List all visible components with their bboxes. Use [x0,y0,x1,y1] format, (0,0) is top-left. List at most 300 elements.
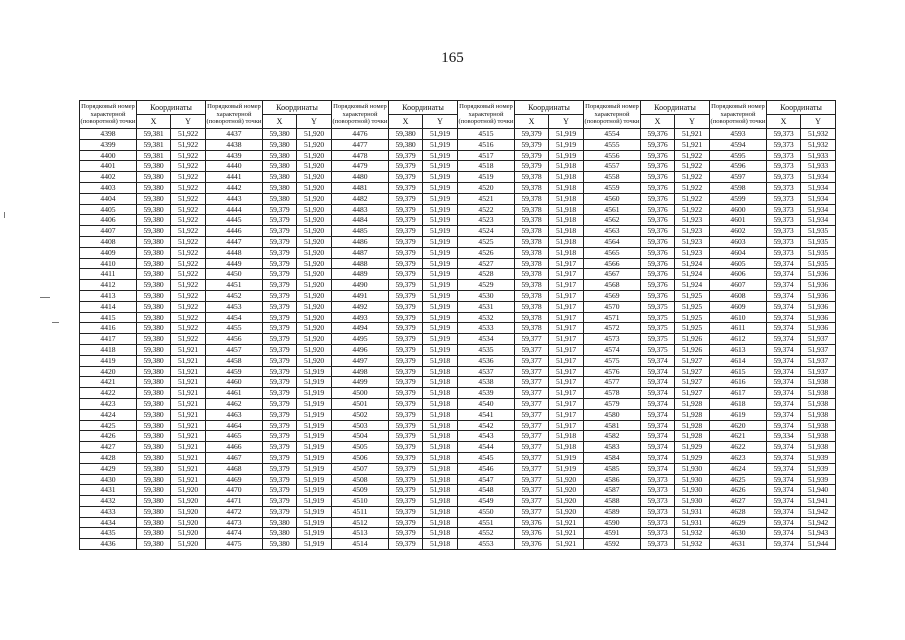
coordinate-x: 59,380 [137,258,171,269]
point-number: 4413 [80,290,137,301]
point-number: 4592 [584,539,641,550]
coordinate-x: 59,377 [515,366,549,377]
point-number: 4489 [332,269,389,280]
coordinate-x: 59,380 [137,280,171,291]
coordinate-x: 59,379 [263,506,297,517]
coordinate-x: 59,374 [767,506,801,517]
coordinate-y: 51,917 [549,280,584,291]
point-number: 4571 [584,312,641,323]
coordinate-y: 51,918 [423,355,458,366]
coordinate-y: 51,923 [675,226,710,237]
point-number: 4620 [710,420,767,431]
coordinate-y: 51,934 [801,172,836,183]
point-number: 4436 [80,539,137,550]
coordinate-y: 51,920 [171,496,206,507]
coordinate-x: 59,376 [641,247,675,258]
coordinate-x: 59,380 [137,539,171,550]
coordinate-x: 59,380 [137,474,171,485]
coordinate-x: 59,380 [137,204,171,215]
coordinate-x: 59,377 [515,485,549,496]
coordinate-y: 51,919 [297,452,332,463]
table-row [80,139,836,150]
coordinate-y: 51,919 [423,193,458,204]
point-number: 4497 [332,355,389,366]
coordinate-y: 51,927 [675,377,710,388]
point-number: 4536 [458,355,515,366]
coordinate-y: 51,922 [675,161,710,172]
coordinate-x: 59,379 [389,193,423,204]
page-number: 165 [441,50,464,66]
coordinate-y: 51,928 [675,420,710,431]
point-number: 4584 [584,452,641,463]
point-number: 4475 [206,539,263,550]
header-y: Y [675,115,710,129]
coordinate-x: 59,379 [515,161,549,172]
header-coordinates: Координаты [767,101,836,115]
point-number: 4599 [710,193,767,204]
coordinate-y: 51,924 [675,280,710,291]
point-number: 4595 [710,150,767,161]
coordinate-y: 51,940 [801,485,836,496]
point-number: 4593 [710,129,767,140]
point-number: 4452 [206,290,263,301]
coordinate-x: 59,380 [137,226,171,237]
coordinate-y: 51,920 [171,517,206,528]
coordinate-x: 59,378 [515,258,549,269]
table-row [80,269,836,280]
coordinate-x: 59,378 [515,236,549,247]
coordinate-x: 59,379 [263,388,297,399]
point-number: 4443 [206,193,263,204]
point-number: 4472 [206,506,263,517]
point-number: 4524 [458,226,515,237]
coordinate-y: 51,919 [423,182,458,193]
coordinate-x: 59,379 [263,474,297,485]
coordinate-y: 51,929 [675,452,710,463]
point-number: 4431 [80,485,137,496]
coordinate-y: 51,918 [549,204,584,215]
coordinate-x: 59,380 [137,366,171,377]
coordinate-y: 51,928 [675,398,710,409]
table-row [80,247,836,258]
table-row [80,182,836,193]
point-number: 4506 [332,452,389,463]
coordinate-y: 51,938 [801,431,836,442]
point-number: 4547 [458,474,515,485]
point-number: 4505 [332,442,389,453]
coordinate-x: 59,375 [641,323,675,334]
point-number: 4484 [332,215,389,226]
coordinate-y: 51,919 [423,139,458,150]
coordinate-y: 51,922 [675,150,710,161]
coordinate-y: 51,917 [549,344,584,355]
point-number: 4503 [332,420,389,431]
point-number: 4441 [206,172,263,183]
point-number: 4490 [332,280,389,291]
coordinate-x: 59,379 [263,290,297,301]
point-number: 4439 [206,150,263,161]
coordinate-y: 51,922 [171,204,206,215]
coordinate-x: 59,379 [389,258,423,269]
coordinate-y: 51,932 [675,539,710,550]
point-number: 4600 [710,204,767,215]
point-number: 4477 [332,139,389,150]
point-number: 4432 [80,496,137,507]
coordinate-y: 51,918 [423,485,458,496]
coordinate-y: 51,917 [549,388,584,399]
point-number: 4546 [458,463,515,474]
table-row [80,442,836,453]
coordinate-x: 59,379 [389,388,423,399]
coordinate-y: 51,919 [297,517,332,528]
coordinate-x: 59,379 [389,290,423,301]
coordinate-y: 51,922 [171,236,206,247]
coordinate-y: 51,918 [423,366,458,377]
point-number: 4617 [710,388,767,399]
table-row [80,506,836,517]
coordinate-x: 59,379 [389,269,423,280]
coordinate-x: 59,378 [515,290,549,301]
table-row [80,377,836,388]
point-number: 4408 [80,236,137,247]
table-row [80,398,836,409]
point-number: 4622 [710,442,767,453]
coordinate-y: 51,918 [423,463,458,474]
header-coordinates: Координаты [389,101,458,115]
coordinate-x: 59,379 [263,355,297,366]
point-number: 4582 [584,431,641,442]
point-number: 4587 [584,485,641,496]
point-number: 4520 [458,182,515,193]
coordinate-y: 51,938 [801,377,836,388]
coordinate-y: 51,920 [549,485,584,496]
coordinate-x: 59,380 [137,506,171,517]
point-number: 4521 [458,193,515,204]
point-number: 4543 [458,431,515,442]
coordinate-y: 51,931 [675,506,710,517]
coordinate-x: 59,376 [641,258,675,269]
point-number: 4498 [332,366,389,377]
coordinate-y: 51,918 [549,442,584,453]
coordinate-x: 59,376 [641,139,675,150]
point-number: 4493 [332,312,389,323]
coordinate-y: 51,928 [675,431,710,442]
coordinate-y: 51,920 [549,496,584,507]
coordinate-y: 51,934 [801,182,836,193]
coordinate-y: 51,930 [675,496,710,507]
coordinate-x: 59,373 [641,474,675,485]
coordinate-y: 51,918 [549,172,584,183]
table-row [80,204,836,215]
coordinate-y: 51,937 [801,334,836,345]
coordinate-x: 59,377 [515,409,549,420]
point-number: 4437 [206,129,263,140]
coordinate-x: 59,378 [515,323,549,334]
coordinate-y: 51,926 [675,334,710,345]
point-number: 4564 [584,236,641,247]
coordinate-x: 59,379 [389,344,423,355]
coordinate-y: 51,918 [423,388,458,399]
point-number: 4457 [206,344,263,355]
coordinate-y: 51,939 [801,452,836,463]
point-number: 4479 [332,161,389,172]
table-row [80,528,836,539]
coordinate-x: 59,380 [137,496,171,507]
point-number: 4625 [710,474,767,485]
coordinate-x: 59,374 [767,442,801,453]
table-row [80,312,836,323]
coordinate-y: 51,918 [423,377,458,388]
coordinate-y: 51,943 [801,528,836,539]
table-row [80,409,836,420]
coordinate-x: 59,374 [641,409,675,420]
coordinate-y: 51,920 [297,258,332,269]
header-y: Y [171,115,206,129]
coordinate-y: 51,921 [675,129,710,140]
coordinate-x: 59,377 [515,377,549,388]
point-number: 4566 [584,258,641,269]
point-number: 4418 [80,344,137,355]
point-number: 4545 [458,452,515,463]
coordinate-x: 59,379 [389,182,423,193]
coordinate-y: 51,919 [423,334,458,345]
coordinate-y: 51,922 [675,182,710,193]
point-number: 4508 [332,474,389,485]
point-number: 4499 [332,377,389,388]
table-row [80,290,836,301]
coordinate-x: 59,374 [767,344,801,355]
coordinate-x: 59,373 [767,226,801,237]
coordinate-y: 51,919 [297,539,332,550]
point-number: 4519 [458,172,515,183]
coordinate-y: 51,922 [171,312,206,323]
coordinate-x: 59,374 [767,409,801,420]
point-number: 4485 [332,226,389,237]
coordinate-x: 59,374 [641,431,675,442]
point-number: 4555 [584,139,641,150]
coordinate-x: 59,376 [515,517,549,528]
coordinate-y: 51,918 [549,161,584,172]
coordinate-x: 59,379 [389,301,423,312]
point-number: 4624 [710,463,767,474]
point-number: 4601 [710,215,767,226]
coordinate-y: 51,920 [297,193,332,204]
coordinate-x: 59,373 [767,161,801,172]
point-number: 4570 [584,301,641,312]
coordinate-y: 51,919 [423,129,458,140]
coordinate-y: 51,921 [675,139,710,150]
coordinate-y: 51,917 [549,290,584,301]
coordinate-y: 51,924 [675,269,710,280]
coordinate-y: 51,942 [801,517,836,528]
coordinate-x: 59,378 [515,172,549,183]
coordinate-x: 59,374 [767,377,801,388]
coordinate-y: 51,917 [549,377,584,388]
point-number: 4471 [206,496,263,507]
coordinate-x: 59,379 [263,247,297,258]
coordinate-y: 51,918 [423,517,458,528]
point-number: 4476 [332,129,389,140]
coordinate-y: 51,936 [801,290,836,301]
coordinate-y: 51,921 [171,355,206,366]
coordinate-x: 59,380 [137,236,171,247]
coordinate-y: 51,918 [549,182,584,193]
point-number: 4550 [458,506,515,517]
coordinate-x: 59,374 [767,463,801,474]
coordinate-x: 59,379 [263,377,297,388]
coordinate-x: 59,380 [137,398,171,409]
coordinate-x: 59,380 [137,442,171,453]
header-y: Y [297,115,332,129]
coordinate-x: 59,376 [515,539,549,550]
point-number: 4548 [458,485,515,496]
point-number: 4430 [80,474,137,485]
coordinate-x: 59,380 [137,463,171,474]
coordinate-x: 59,380 [137,355,171,366]
point-number: 4583 [584,442,641,453]
point-number: 4461 [206,388,263,399]
coordinate-y: 51,920 [297,204,332,215]
point-number: 4514 [332,539,389,550]
coordinate-x: 59,377 [515,474,549,485]
coordinate-y: 51,939 [801,474,836,485]
point-number: 4541 [458,409,515,420]
coordinate-x: 59,373 [767,172,801,183]
coordinate-x: 59,374 [767,474,801,485]
point-number: 4402 [80,172,137,183]
point-number: 4579 [584,398,641,409]
coordinate-x: 59,373 [641,506,675,517]
coordinate-y: 51,918 [423,539,458,550]
coordinate-x: 59,376 [641,215,675,226]
coordinate-x: 59,374 [641,388,675,399]
coordinate-x: 59,374 [767,269,801,280]
coordinate-x: 59,380 [263,161,297,172]
coordinate-x: 59,379 [263,280,297,291]
header-point-number: Порядковый номер характерной (поворотной) точки [710,101,767,129]
coordinate-y: 51,917 [549,269,584,280]
point-number: 4450 [206,269,263,280]
coordinate-x: 59,374 [641,420,675,431]
coordinate-y: 51,921 [171,452,206,463]
header-point-number: Порядковый номер характерной (поворотной) точки [584,101,641,129]
point-number: 4554 [584,129,641,140]
coordinate-x: 59,376 [641,269,675,280]
coordinate-x: 59,380 [137,420,171,431]
coordinate-x: 59,380 [137,215,171,226]
point-number: 4591 [584,528,641,539]
coordinate-y: 51,919 [423,312,458,323]
coordinate-x: 59,377 [515,496,549,507]
coordinate-y: 51,922 [171,193,206,204]
point-number: 4491 [332,290,389,301]
coordinate-y: 51,917 [549,420,584,431]
coordinate-x: 59,379 [389,506,423,517]
coordinate-y: 51,935 [801,226,836,237]
coordinate-y: 51,917 [549,334,584,345]
coordinate-y: 51,919 [549,463,584,474]
point-number: 4580 [584,409,641,420]
coordinate-x: 59,378 [515,269,549,280]
point-number: 4481 [332,182,389,193]
point-number: 4532 [458,312,515,323]
coordinate-y: 51,938 [801,420,836,431]
coordinate-y: 51,918 [423,409,458,420]
coordinate-x: 59,374 [767,301,801,312]
coordinate-x: 59,379 [389,172,423,183]
coordinate-y: 51,919 [423,344,458,355]
coordinate-x: 59,374 [767,258,801,269]
point-number: 4607 [710,280,767,291]
point-number: 4445 [206,215,263,226]
coordinate-y: 51,920 [171,528,206,539]
coordinate-y: 51,918 [423,528,458,539]
point-number: 4403 [80,182,137,193]
coordinate-y: 51,935 [801,247,836,258]
coordinate-y: 51,917 [549,366,584,377]
coordinate-x: 59,380 [263,150,297,161]
coordinate-x: 59,379 [263,344,297,355]
coordinate-x: 59,380 [263,182,297,193]
coordinate-x: 59,379 [389,323,423,334]
coordinate-y: 51,922 [171,247,206,258]
coordinate-x: 59,379 [263,204,297,215]
point-number: 4563 [584,226,641,237]
coordinate-y: 51,919 [423,150,458,161]
coordinate-y: 51,919 [297,366,332,377]
coordinate-x: 59,379 [389,236,423,247]
coordinate-x: 59,376 [641,290,675,301]
coordinate-x: 59,373 [767,139,801,150]
point-number: 4399 [80,139,137,150]
point-number: 4495 [332,334,389,345]
coordinate-x: 59,374 [767,388,801,399]
coordinate-y: 51,919 [297,485,332,496]
coordinate-y: 51,922 [171,290,206,301]
table-row [80,323,836,334]
coordinate-y: 51,921 [171,388,206,399]
coordinate-x: 59,379 [389,431,423,442]
point-number: 4406 [80,215,137,226]
point-number: 4469 [206,474,263,485]
coordinate-y: 51,925 [675,301,710,312]
coordinate-x: 59,376 [641,236,675,247]
point-number: 4502 [332,409,389,420]
table-row [80,452,836,463]
point-number: 4460 [206,377,263,388]
coordinate-x: 59,374 [767,420,801,431]
coordinate-y: 51,920 [297,301,332,312]
coordinate-y: 51,921 [171,398,206,409]
point-number: 4456 [206,334,263,345]
coordinate-x: 59,379 [263,269,297,280]
coordinate-x: 59,373 [641,496,675,507]
coordinate-y: 51,919 [297,431,332,442]
coordinate-x: 59,380 [137,452,171,463]
point-number: 4478 [332,150,389,161]
header-coordinates: Координаты [641,101,710,115]
coordinate-x: 59,380 [137,528,171,539]
coordinate-y: 51,921 [171,474,206,485]
coordinate-y: 51,922 [675,204,710,215]
point-number: 4455 [206,323,263,334]
coordinate-y: 51,923 [675,236,710,247]
coordinate-y: 51,920 [297,139,332,150]
coordinate-x: 59,334 [767,431,801,442]
coordinate-y: 51,922 [171,139,206,150]
coordinate-x: 59,374 [641,463,675,474]
coordinate-y: 51,918 [549,215,584,226]
